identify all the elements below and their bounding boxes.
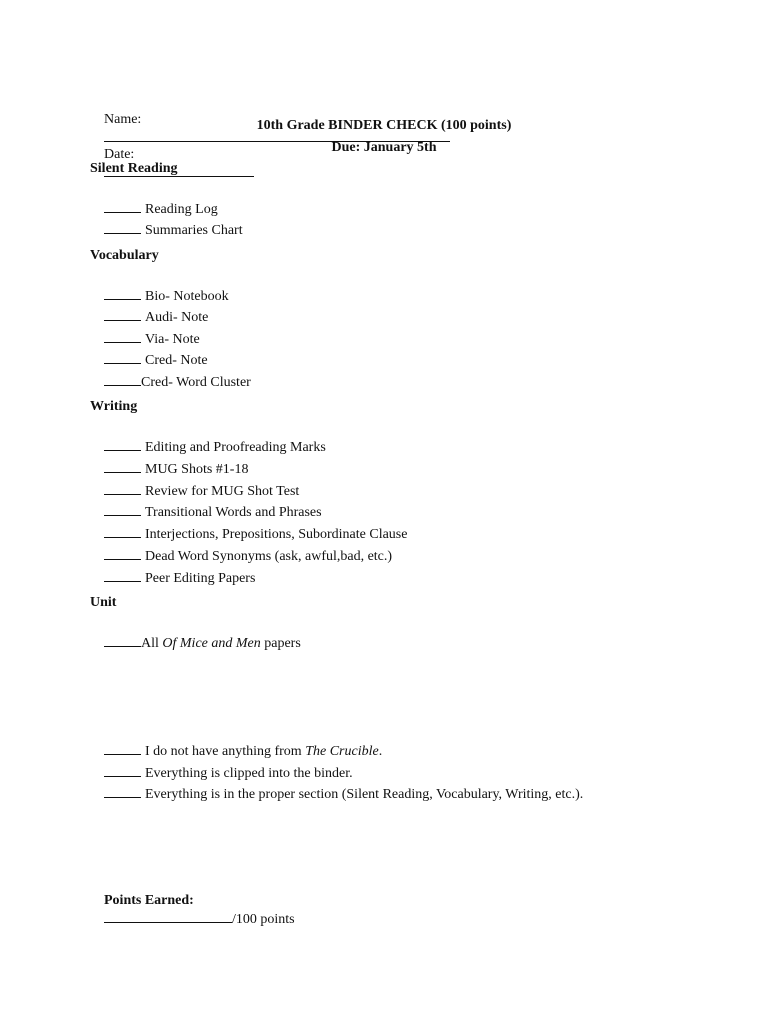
check-blank[interactable]: [104, 220, 141, 234]
item-label: Via- Note: [145, 332, 200, 347]
points-blank[interactable]: [104, 909, 232, 923]
due-date: Due: January 5th: [331, 140, 437, 155]
checklist-item: [90, 617, 301, 668]
item-label: Transitional Words and Phrases: [145, 505, 322, 520]
item-label: Audi- Note: [145, 310, 209, 325]
section-heading-writing: Writing: [90, 399, 138, 414]
item-label-suffix: .: [378, 744, 383, 759]
points-label: Points Earned:: [104, 893, 194, 908]
item-label: Cred- Note: [145, 353, 208, 368]
item-label: Review for MUG Shot Test: [145, 484, 300, 499]
item-label-prefix: I do not have anything from: [145, 744, 306, 759]
date-label: Date:: [104, 147, 135, 162]
book-title: The Crucible: [305, 744, 379, 759]
checklist-item: [90, 768, 583, 819]
check-blank[interactable]: [104, 633, 141, 647]
item-label: Peer Editing Papers: [145, 571, 256, 586]
document-title: 10th Grade BINDER CHECK (100 points): [256, 118, 512, 133]
points-suffix: /100 points: [232, 912, 295, 927]
item-label: Summaries Chart: [145, 223, 243, 238]
section-heading-vocabulary: Vocabulary: [90, 248, 159, 263]
section-heading-silent-reading: Silent Reading: [90, 161, 178, 176]
item-label: Cred- Word Cluster: [141, 375, 251, 390]
item-label: Interjections, Prepositions, Subordinate Clause: [145, 527, 408, 542]
item-label: Everything is in the proper section (Silent Reading, Vocabulary, Writing, etc.).: [145, 787, 584, 802]
item-label: Editing and Proofreading Marks: [145, 440, 326, 455]
check-blank[interactable]: [104, 372, 141, 386]
item-label-suffix: papers: [260, 636, 301, 651]
item-label: MUG Shots #1-18: [145, 462, 249, 477]
item-label: Dead Word Synonyms (ask, awful,bad, etc.): [145, 549, 393, 564]
item-label: Reading Log: [145, 202, 218, 217]
check-blank[interactable]: [104, 568, 141, 582]
item-label: Everything is clipped into the binder.: [145, 766, 353, 781]
item-label-prefix: All: [141, 636, 163, 651]
item-label: Bio- Notebook: [145, 289, 229, 304]
check-blank[interactable]: [104, 784, 141, 798]
name-label: Name:: [104, 112, 142, 127]
section-heading-unit: Unit: [90, 595, 117, 610]
points-earned-row: [90, 877, 295, 944]
book-title: Of Mice and Men: [162, 636, 261, 651]
